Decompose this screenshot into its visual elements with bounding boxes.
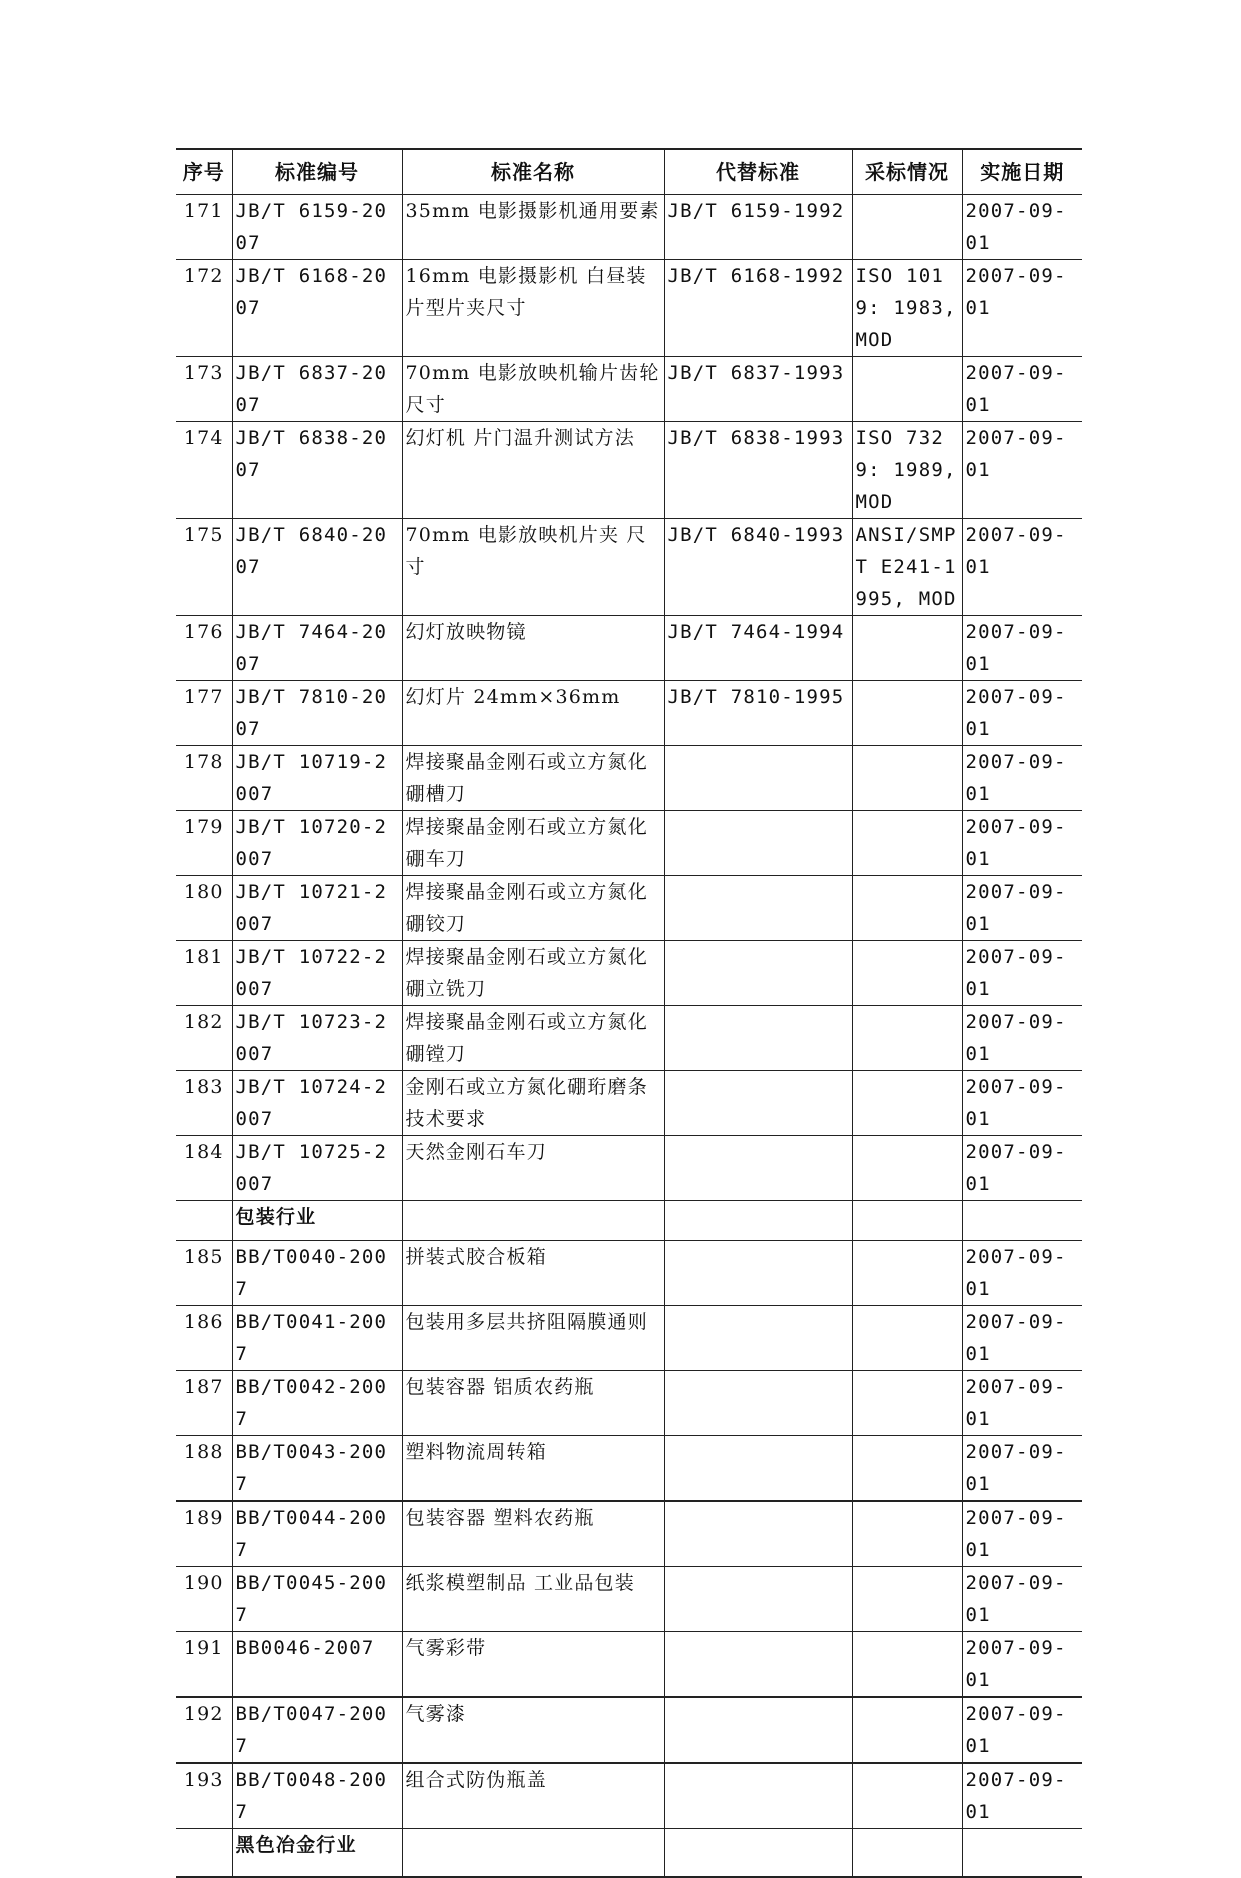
replaced-standard	[664, 811, 852, 876]
effective-date: 2007-09-01	[962, 1306, 1082, 1371]
replaced-standard	[664, 1763, 852, 1829]
table-row	[176, 422, 1082, 519]
table-row	[176, 195, 1082, 260]
row-number: 174	[176, 422, 232, 519]
replaced-standard	[664, 1241, 852, 1306]
row-number: 176	[176, 616, 232, 681]
adoption-status	[852, 1763, 962, 1829]
replaced-standard: JB/T 7810-1995	[664, 681, 852, 746]
row-number: 177	[176, 681, 232, 746]
replaced-standard: JB/T 6159-1992	[664, 195, 852, 260]
table-row	[176, 1306, 1082, 1371]
table-row	[176, 876, 1082, 941]
adoption-status	[852, 1241, 962, 1306]
table-row	[176, 1136, 1082, 1201]
standard-code: BB/T0044-2007	[232, 1501, 402, 1567]
row-number: 193	[176, 1763, 232, 1829]
standard-name: 组合式防伪瓶盖	[402, 1763, 664, 1829]
effective-date: 2007-09-01	[962, 357, 1082, 422]
header-code: 标准编号	[232, 149, 402, 195]
empty-cell	[962, 1829, 1082, 1877]
standard-code: BB/T0042-2007	[232, 1371, 402, 1436]
adoption-status	[852, 357, 962, 422]
table-row	[176, 1071, 1082, 1136]
adoption-status	[852, 1071, 962, 1136]
row-number: 178	[176, 746, 232, 811]
table-row	[176, 1241, 1082, 1306]
standard-code: BB/T0045-2007	[232, 1567, 402, 1632]
empty-cell	[852, 1201, 962, 1241]
header-adoption: 采标情况	[852, 149, 962, 195]
row-number: 181	[176, 941, 232, 1006]
row-number: 187	[176, 1371, 232, 1436]
effective-date: 2007-09-01	[962, 941, 1082, 1006]
empty-cell	[664, 1201, 852, 1241]
table-row	[176, 681, 1082, 746]
replaced-standard	[664, 1371, 852, 1436]
replaced-standard: JB/T 6840-1993	[664, 519, 852, 616]
replaced-standard	[664, 1697, 852, 1763]
effective-date: 2007-09-01	[962, 811, 1082, 876]
row-number: 185	[176, 1241, 232, 1306]
standard-name: 拼装式胶合板箱	[402, 1241, 664, 1306]
standard-code: JB/T 6837-2007	[232, 357, 402, 422]
adoption-status	[852, 941, 962, 1006]
replaced-standard: JB/T 6838-1993	[664, 422, 852, 519]
adoption-status	[852, 1567, 962, 1632]
replaced-standard	[664, 1567, 852, 1632]
effective-date: 2007-09-01	[962, 1697, 1082, 1763]
empty-cell	[664, 1829, 852, 1877]
effective-date: 2007-09-01	[962, 616, 1082, 681]
standard-code: BB/T0040-2007	[232, 1241, 402, 1306]
standard-code: JB/T 10722-2007	[232, 941, 402, 1006]
effective-date: 2007-09-01	[962, 1071, 1082, 1136]
standard-code: JB/T 10719-2007	[232, 746, 402, 811]
replaced-standard	[664, 1006, 852, 1071]
adoption-status: ISO 1019: 1983, MOD	[852, 260, 962, 357]
standard-code: JB/T 10724-2007	[232, 1071, 402, 1136]
category-row	[176, 1201, 1082, 1241]
empty-cell	[402, 1829, 664, 1877]
table-row	[176, 260, 1082, 357]
standard-code: BB/T0048-2007	[232, 1763, 402, 1829]
row-number: 192	[176, 1697, 232, 1763]
replaced-standard: JB/T 6837-1993	[664, 357, 852, 422]
header-date: 实施日期	[962, 149, 1082, 195]
standard-code: BB0046-2007	[232, 1632, 402, 1698]
standard-code: JB/T 6840-2007	[232, 519, 402, 616]
replaced-standard: JB/T 6168-1992	[664, 260, 852, 357]
adoption-status	[852, 746, 962, 811]
standard-name: 焊接聚晶金刚石或立方氮化硼槽刀	[402, 746, 664, 811]
row-number: 191	[176, 1632, 232, 1698]
table-row	[176, 1763, 1082, 1829]
table-row	[176, 811, 1082, 876]
row-number: 189	[176, 1501, 232, 1567]
table-row	[176, 616, 1082, 681]
header-no: 序号	[176, 149, 232, 195]
effective-date: 2007-09-01	[962, 1763, 1082, 1829]
standard-name: 塑料物流周转箱	[402, 1436, 664, 1502]
effective-date: 2007-09-01	[962, 1501, 1082, 1567]
row-number: 184	[176, 1136, 232, 1201]
adoption-status	[852, 1436, 962, 1502]
adoption-status: ISO 7329: 1989, MOD	[852, 422, 962, 519]
adoption-status	[852, 1006, 962, 1071]
header-replaces: 代替标准	[664, 149, 852, 195]
effective-date: 2007-09-01	[962, 1006, 1082, 1071]
table-row	[176, 1436, 1082, 1502]
effective-date: 2007-09-01	[962, 422, 1082, 519]
effective-date: 2007-09-01	[962, 195, 1082, 260]
replaced-standard	[664, 941, 852, 1006]
adoption-status	[852, 876, 962, 941]
replaced-standard	[664, 1306, 852, 1371]
standard-code: JB/T 7810-2007	[232, 681, 402, 746]
effective-date: 2007-09-01	[962, 260, 1082, 357]
category-row	[176, 1829, 1082, 1877]
adoption-status	[852, 1136, 962, 1201]
replaced-standard	[664, 876, 852, 941]
effective-date: 2007-09-01	[962, 876, 1082, 941]
standard-name: 70mm 电影放映机片夹 尺寸	[402, 519, 664, 616]
adoption-status	[852, 1697, 962, 1763]
row-number: 173	[176, 357, 232, 422]
standard-code: JB/T 6838-2007	[232, 422, 402, 519]
effective-date: 2007-09-01	[962, 1241, 1082, 1306]
standard-code: JB/T 10720-2007	[232, 811, 402, 876]
standard-name: 焊接聚晶金刚石或立方氮化硼镗刀	[402, 1006, 664, 1071]
header-row	[176, 149, 1082, 195]
table-row	[176, 941, 1082, 1006]
standard-code: JB/T 10725-2007	[232, 1136, 402, 1201]
effective-date: 2007-09-01	[962, 746, 1082, 811]
standard-name: 包装容器 塑料农药瓶	[402, 1501, 664, 1567]
empty-cell	[176, 1201, 232, 1241]
standard-name: 包装容器 铝质农药瓶	[402, 1371, 664, 1436]
table-row	[176, 1567, 1082, 1632]
standard-code: BB/T0043-2007	[232, 1436, 402, 1502]
adoption-status	[852, 1306, 962, 1371]
standard-name: 16mm 电影摄影机 白昼装片型片夹尺寸	[402, 260, 664, 357]
standard-name: 幻灯片 24mm×36mm	[402, 681, 664, 746]
table-row	[176, 1697, 1082, 1763]
effective-date: 2007-09-01	[962, 519, 1082, 616]
row-number: 183	[176, 1071, 232, 1136]
standard-name: 包装用多层共挤阻隔膜通则	[402, 1306, 664, 1371]
standard-name: 气雾彩带	[402, 1632, 664, 1698]
replaced-standard: JB/T 7464-1994	[664, 616, 852, 681]
replaced-standard	[664, 1136, 852, 1201]
standard-name: 金刚石或立方氮化硼珩磨条 技术要求	[402, 1071, 664, 1136]
category-label: 包装行业	[232, 1201, 402, 1241]
row-number: 171	[176, 195, 232, 260]
standard-code: BB/T0047-2007	[232, 1697, 402, 1763]
standard-name: 焊接聚晶金刚石或立方氮化硼立铣刀	[402, 941, 664, 1006]
table-row	[176, 746, 1082, 811]
standard-name: 气雾漆	[402, 1697, 664, 1763]
adoption-status	[852, 1632, 962, 1698]
effective-date: 2007-09-01	[962, 681, 1082, 746]
empty-cell	[962, 1201, 1082, 1241]
table-row	[176, 1501, 1082, 1567]
adoption-status	[852, 616, 962, 681]
adoption-status	[852, 1371, 962, 1436]
effective-date: 2007-09-01	[962, 1436, 1082, 1502]
empty-cell	[402, 1201, 664, 1241]
replaced-standard	[664, 1071, 852, 1136]
row-number: 186	[176, 1306, 232, 1371]
standards-table	[176, 148, 1082, 1878]
standard-name: 纸浆模塑制品 工业品包装	[402, 1567, 664, 1632]
standard-code: JB/T 6159-2007	[232, 195, 402, 260]
standard-name: 35mm 电影摄影机通用要素	[402, 195, 664, 260]
standard-name: 焊接聚晶金刚石或立方氮化硼车刀	[402, 811, 664, 876]
row-number: 175	[176, 519, 232, 616]
standard-name: 70mm 电影放映机输片齿轮尺寸	[402, 357, 664, 422]
row-number: 182	[176, 1006, 232, 1071]
standard-code: BB/T0041-2007	[232, 1306, 402, 1371]
adoption-status: ANSI/SMPT E241-1995, MOD	[852, 519, 962, 616]
table-row	[176, 1006, 1082, 1071]
effective-date: 2007-09-01	[962, 1371, 1082, 1436]
standard-code: JB/T 10723-2007	[232, 1006, 402, 1071]
standard-code: JB/T 7464-2007	[232, 616, 402, 681]
row-number: 180	[176, 876, 232, 941]
adoption-status	[852, 681, 962, 746]
standard-name: 天然金刚石车刀	[402, 1136, 664, 1201]
row-number: 172	[176, 260, 232, 357]
adoption-status	[852, 1501, 962, 1567]
row-number: 179	[176, 811, 232, 876]
empty-cell	[852, 1829, 962, 1877]
standard-code: JB/T 6168-2007	[232, 260, 402, 357]
row-number: 188	[176, 1436, 232, 1502]
table-row	[176, 357, 1082, 422]
effective-date: 2007-09-01	[962, 1567, 1082, 1632]
standard-name: 焊接聚晶金刚石或立方氮化硼铰刀	[402, 876, 664, 941]
standard-name: 幻灯放映物镜	[402, 616, 664, 681]
standard-code: JB/T 10721-2007	[232, 876, 402, 941]
replaced-standard	[664, 746, 852, 811]
replaced-standard	[664, 1501, 852, 1567]
table-row	[176, 1371, 1082, 1436]
adoption-status	[852, 811, 962, 876]
category-label: 黑色冶金行业	[232, 1829, 402, 1877]
replaced-standard	[664, 1436, 852, 1502]
table-row	[176, 519, 1082, 616]
standard-name: 幻灯机 片门温升测试方法	[402, 422, 664, 519]
empty-cell	[176, 1829, 232, 1877]
effective-date: 2007-09-01	[962, 1632, 1082, 1698]
replaced-standard	[664, 1632, 852, 1698]
row-number: 190	[176, 1567, 232, 1632]
adoption-status	[852, 195, 962, 260]
table-row	[176, 1632, 1082, 1698]
header-name: 标准名称	[402, 149, 664, 195]
effective-date: 2007-09-01	[962, 1136, 1082, 1201]
